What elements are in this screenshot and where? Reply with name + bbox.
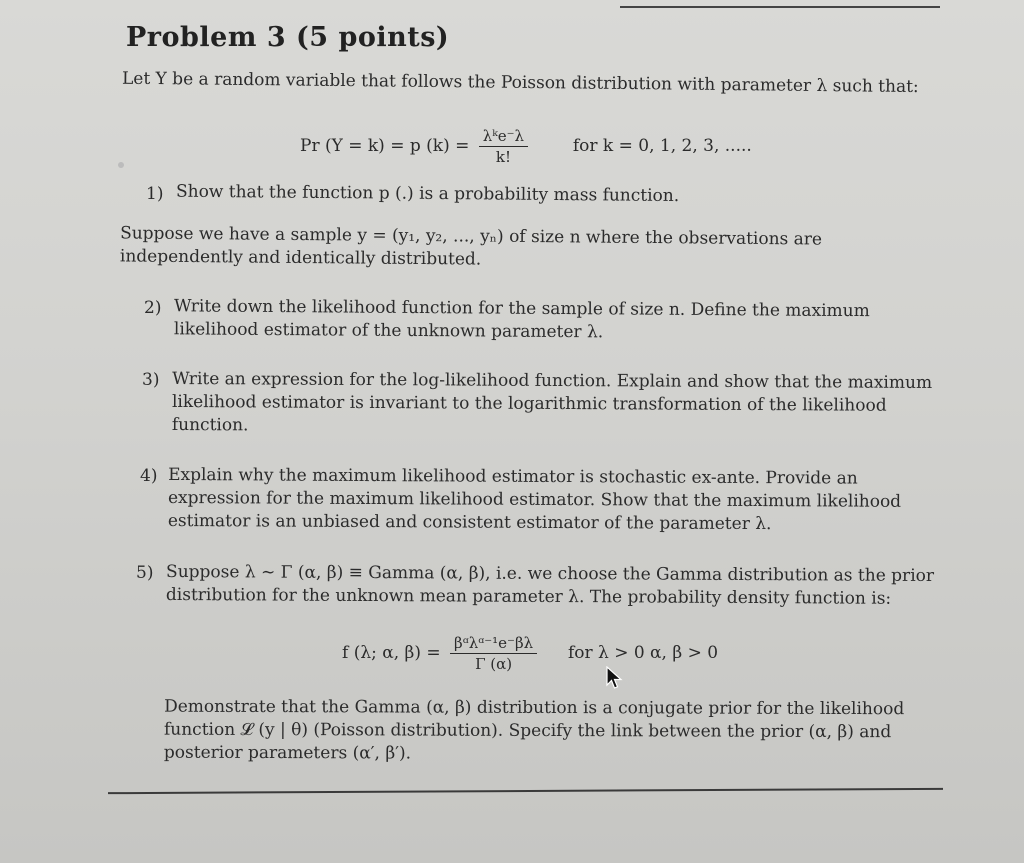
q5-label: 5) <box>136 563 154 583</box>
pmf-numerator: λᵏe⁻λ <box>479 126 528 147</box>
q5-followup: Demonstrate that the Gamma (α, β) distribution is a conjugate prior for the likelihood function 𝓛 (y | θ) (Poisson distribution). Specify the link between the prior (α, β) and posterior parameters (α′, β′). <box>163 696 905 764</box>
gamma-pdf-equation <box>342 633 718 674</box>
q4-label: 4) <box>140 466 158 486</box>
pdf-denominator: Γ (α) <box>475 655 513 673</box>
pmf-fraction <box>479 126 528 167</box>
top-rule <box>620 6 940 8</box>
mouse-cursor-icon <box>606 666 624 690</box>
pmf-equation <box>300 126 752 167</box>
q5-text: Suppose λ ~ Γ (α, β) ≡ Gamma (α, β), i.e. we choose the Gamma distribution as the prior distribution for the unknown mean parameter λ. The probability density function is: <box>165 561 935 609</box>
page-mark <box>118 162 124 168</box>
pdf-fraction <box>450 633 537 674</box>
q3-label: 3) <box>142 370 160 390</box>
q2-label: 2) <box>144 298 162 318</box>
pdf-numerator: βᵅλᵅ⁻¹e⁻βλ <box>450 633 537 654</box>
problem-title: Problem 3 (5 points) <box>126 22 450 53</box>
q4-text: Explain why the maximum likelihood estimator is stochastic ex-ante. Provide an expression for the maximum likelihood estimator. Show that the maximum likelihood estimator is an unbiased and consistent estimator of the parameter λ. <box>167 464 902 535</box>
pmf-condition: for k = 0, 1, 2, 3, ..... <box>572 136 752 156</box>
pdf-condition: for λ > 0 α, β > 0 <box>567 643 719 663</box>
q3-text: Write an expression for the log-likelihood function. Explain and show that the maximum likelihood estimator is invariant to the logarithmic transformation of the likelihood function. <box>171 368 933 436</box>
q1-label: 1) <box>146 184 164 204</box>
pmf-lhs: Pr (Y = k) = p (k) = <box>300 136 470 156</box>
pmf-denominator: k! <box>495 148 511 166</box>
sample-text: Suppose we have a sample y = (y₁, y₂, ..., yₙ) of size n where the observations are independently and identically distributed. <box>119 223 823 270</box>
bottom-rule <box>108 788 943 794</box>
q1-text: Show that the function p (.) is a probability mass function. <box>175 181 680 207</box>
q2-text: Write down the likelihood function for the sample of size n. Define the maximum likelihood estimator of the unknown parameter λ. <box>173 296 870 343</box>
pdf-lhs: f (λ; α, β) = <box>342 643 441 663</box>
intro-text: Let Y be a random variable that follows the Poisson distribution with parameter λ such that: <box>121 68 919 98</box>
